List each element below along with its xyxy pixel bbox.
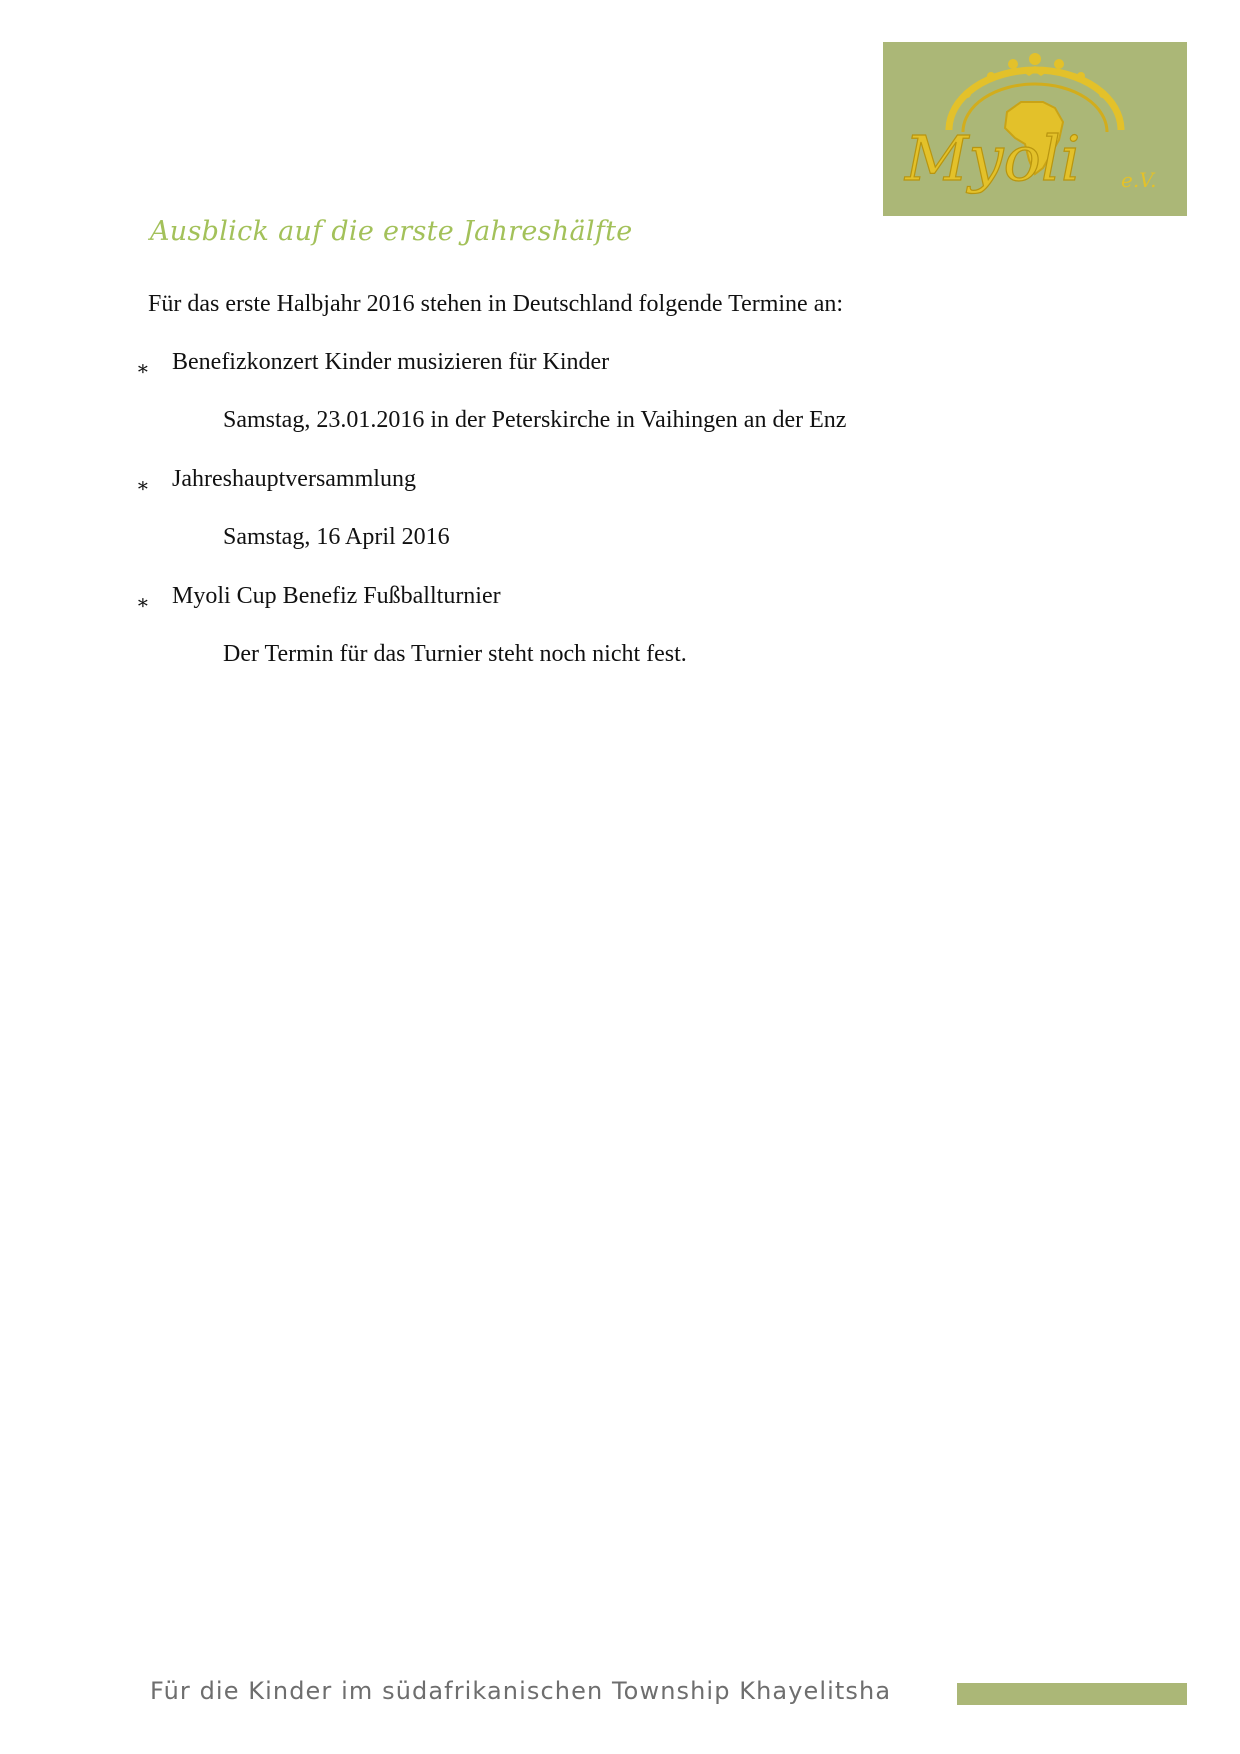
event-title: Jahreshauptversammlung (172, 466, 416, 492)
section-heading: Ausblick auf die erste Jahreshälfte (150, 216, 633, 247)
footer-tagline: Für die Kinder im südafrikanischen Township Khayelitsha (150, 1677, 892, 1705)
event-title: Benefizkonzert Kinder musizieren für Kinder (172, 349, 610, 375)
svg-text:e.V.: e.V. (1121, 168, 1157, 192)
svg-text:Myoli: Myoli (905, 122, 1081, 195)
myoli-logo (883, 42, 1187, 216)
logo-emblem-icon (883, 42, 1187, 216)
bullet-icon: ∗ (136, 592, 150, 614)
event-detail: Samstag, 16 April 2016 (223, 524, 450, 550)
event-detail: Der Termin für das Turnier steht noch nicht fest. (223, 641, 687, 667)
event-detail: Samstag, 23.01.2016 in der Peterskirche in Vaihingen an der Enz (223, 407, 847, 433)
intro-paragraph: Für das erste Halbjahr 2016 stehen in Deutschland folgende Termine an: (148, 291, 844, 317)
footer-accent-bar (957, 1683, 1187, 1705)
bullet-icon: ∗ (136, 358, 150, 380)
event-title: Myoli Cup Benefiz Fußballturnier (172, 583, 501, 609)
bullet-icon: ∗ (136, 475, 150, 497)
